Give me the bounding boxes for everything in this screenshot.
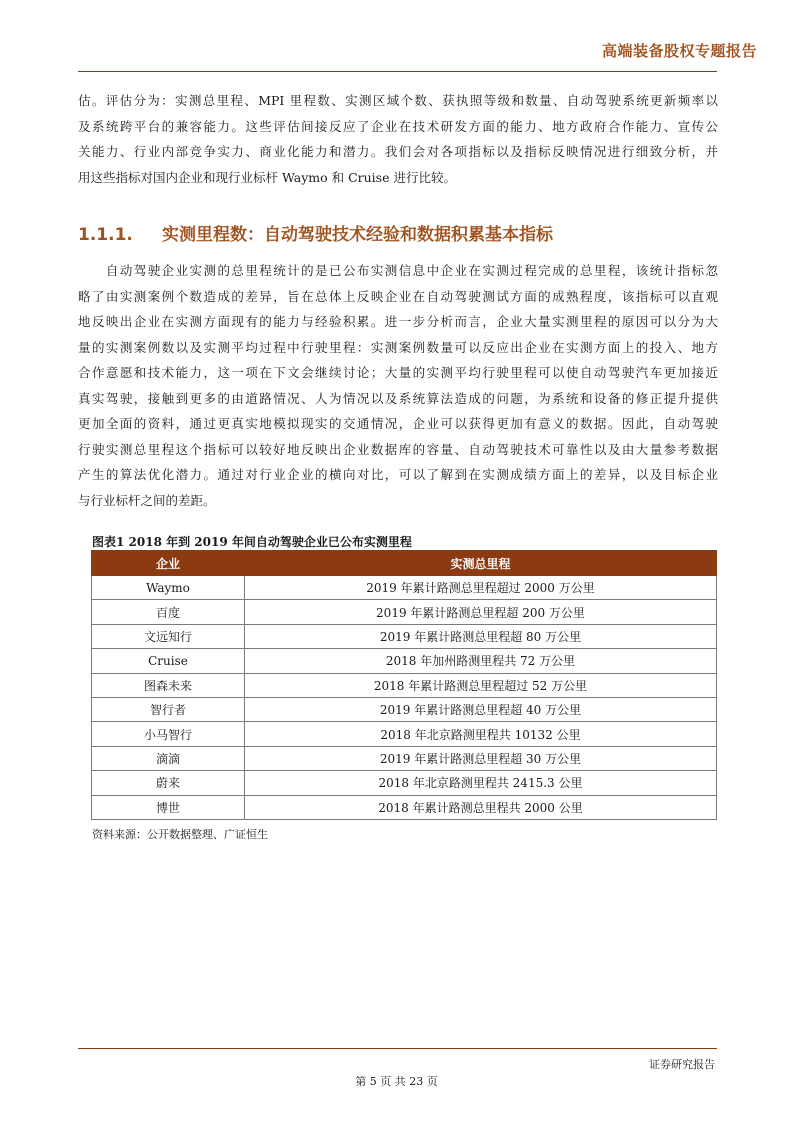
section-title: 实测里程数：自动驾驶技术经验和数据积累基本指标 <box>162 225 553 245</box>
footer-divider <box>78 1048 717 1049</box>
table-row <box>92 673 717 697</box>
paragraph-line: 合作意愿和技术能力，这一项在下文会继续讨论；大量的实测平均行驶里程可以使自动驾驶汽车更加接近 <box>78 365 718 380</box>
table-caption: 图表1 2018 年到 2019 年间自动驾驶企业已公布实测里程 <box>92 535 412 549</box>
table-row <box>92 600 717 624</box>
table-row <box>92 795 717 819</box>
body-paragraph <box>78 258 718 513</box>
header-company: 企业 <box>92 551 245 576</box>
paragraph-line: 地反映出企业在实测方面现有的能力与经验积累。进一步分析而言，企业大量实测里程的原因可以分为大 <box>78 314 718 329</box>
company-cell: 蔚来 <box>92 771 245 795</box>
mileage-cell: 2019 年累计路测总里程超 200 万公里 <box>245 600 717 624</box>
mileage-cell: 2019 年累计路测总里程超过 2000 万公里 <box>245 576 717 600</box>
paragraph-line: 行驶实测总里程这个指标可以较好地反映出企业数据库的容量、自动驾驶技术可靠性以及由大量参考数据 <box>78 441 718 457</box>
table-row <box>92 649 717 673</box>
mileage-cell: 2018 年累计路测总里程超过 52 万公里 <box>245 673 717 697</box>
paragraph-line: 产生的算法优化潜力。通过对行业企业的横向对比，可以了解到在实测成绩方面上的差异，以及目标企业 <box>78 467 718 482</box>
table-row <box>92 722 717 746</box>
table-source-note: 资料来源：公开数据整理、广证恒生 <box>92 828 268 841</box>
paragraph-line: 略了由实测案例个数造成的差异，旨在总体上反映企业在自动驾驶测试方面的成熟程度，该指标可以直观 <box>78 288 718 304</box>
paragraph-line: 及系统跨平台的兼容能力。这些评估间接反应了企业在技术研发方面的能力、地方政府合作能力、宣传公 <box>78 118 718 134</box>
intro-paragraph <box>78 88 718 190</box>
mileage-cell: 2018 年北京路测里程共 2415.3 公里 <box>245 771 717 795</box>
section-number: 1.1.1. <box>78 225 133 245</box>
mileage-cell: 2018 年加州路测里程共 72 万公里 <box>245 649 717 673</box>
mileage-cell: 2018 年北京路测里程共 10132 公里 <box>245 722 717 746</box>
table-row <box>92 771 717 795</box>
paragraph-line: 关能力、行业内部竞争实力、商业化能力和潜力。我们会对各项指标以及指标反映情况进行细致分析，并 <box>78 144 718 159</box>
company-cell: 百度 <box>92 600 245 624</box>
header-mileage: 实测总里程 <box>245 551 717 576</box>
paragraph-line: 与行业标杆之间的差距。 <box>78 492 216 508</box>
paragraph-line: 估。评估分为：实测总里程、MPI 里程数、实测区域个数、获执照等级和数量、自动驾驶系统更新频率以 <box>78 93 718 108</box>
mileage-cell: 2018 年累计路测总里程共 2000 公里 <box>245 795 717 819</box>
company-cell: 文远知行 <box>92 624 245 648</box>
table-header-row <box>92 551 717 576</box>
mileage-cell: 2019 年累计路测总里程超 30 万公里 <box>245 746 717 770</box>
paragraph-line: 真实驾驶，接触到更多的由道路情况、人为情况以及系统算法造成的问题，为系统和设备的修正提升提供 <box>78 390 718 406</box>
paragraph-line: 自动驾驶企业实测的总里程统计的是已公布实测信息中企业在实测过程完成的总里程，该统计指标忽 <box>78 263 718 278</box>
paragraph-line: 更加全面的资料，通过更真实地模拟现实的交通情况，企业可以获得更加有意义的数据。因此，自动驾驶 <box>78 416 718 431</box>
section-heading <box>78 220 553 245</box>
table-row <box>92 624 717 648</box>
page-number: 第 5 页 共 23 页 <box>355 1075 438 1088</box>
paragraph-line: 量的实测案例数以及实测平均过程中行驶里程：实测案例数量可以反应出企业在实测方面上的投入、地方 <box>78 339 718 355</box>
mileage-cell: 2019 年累计路测总里程超 80 万公里 <box>245 624 717 648</box>
company-cell: 小马智行 <box>92 722 245 746</box>
company-cell: 智行者 <box>92 697 245 721</box>
table-row <box>92 576 717 600</box>
mileage-table <box>91 550 717 820</box>
table-row <box>92 746 717 770</box>
table-row <box>92 697 717 721</box>
company-cell: 图森未来 <box>92 673 245 697</box>
paragraph-line: 用这些指标对国内企业和现行业标杆 Waymo 和 Cruise 进行比较。 <box>78 169 456 185</box>
mileage-cell: 2019 年累计路测总里程超 40 万公里 <box>245 697 717 721</box>
header-divider <box>78 71 717 72</box>
company-cell: Cruise <box>92 649 245 673</box>
report-header-title: 高端装备股权专题报告 <box>601 42 757 60</box>
company-cell: 博世 <box>92 795 245 819</box>
footer-report-label: 证券研究报告 <box>649 1058 715 1071</box>
company-cell: Waymo <box>92 576 245 600</box>
company-cell: 滴滴 <box>92 746 245 770</box>
